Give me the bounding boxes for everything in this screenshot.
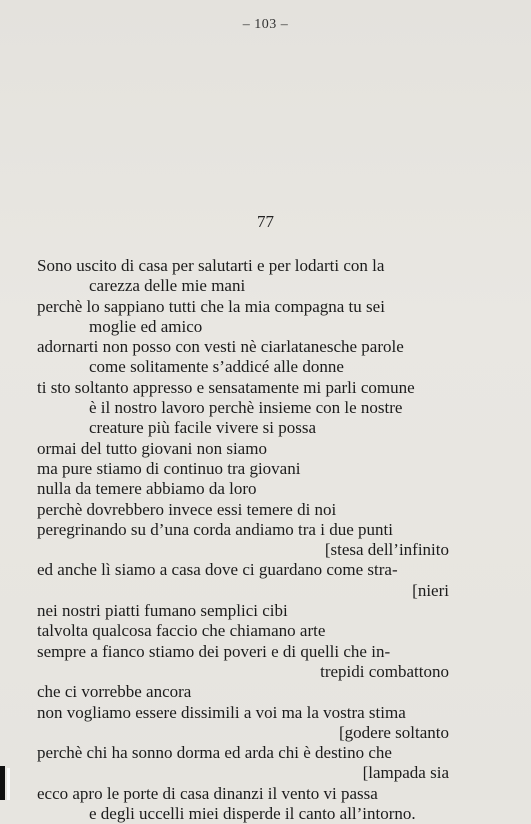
poem-number: 77 — [257, 212, 274, 231]
poem-line: [godere soltanto — [339, 722, 449, 742]
poem-line: nei nostri piatti fumano semplici cibi — [37, 601, 288, 621]
poem-line: talvolta qualcosa faccio che chiamano arte — [37, 621, 326, 641]
poem-line: come solitamente s’addicé alle donne — [89, 357, 344, 377]
poem-line: che ci vorrebbe ancora — [37, 682, 192, 702]
poem-line: perchè chi ha sonno dorma ed arda chi è destino che — [37, 743, 392, 763]
poem-line: adornarti non posso con vesti nè ciarlatanesche parole — [37, 337, 404, 357]
poem-line: ormai del tutto giovani non siamo — [37, 438, 267, 458]
poem-line: carezza delle mie mani — [89, 276, 246, 296]
poem-line: peregrinando su d’una corda andiamo tra i due punti — [37, 519, 393, 539]
poem-line: e degli uccelli miei disperde il canto all’intorno. — [89, 804, 416, 824]
poem-line: perchè dovrebbero invece essi temere di noi — [37, 499, 337, 519]
poem-line: ed anche lì siamo a casa dove ci guardano come stra- — [37, 560, 398, 580]
poem-line: ma pure stiamo di continuo tra giovani — [37, 458, 301, 478]
poem-line: creature più facile vivere si possa — [89, 418, 317, 438]
poem-line: [nieri — [412, 580, 449, 600]
poem-line: [stesa dell’infinito — [324, 540, 449, 560]
poem-line: moglie ed amico — [89, 316, 203, 336]
poem-line: è il nostro lavoro perchè insieme con le nostre — [89, 398, 403, 418]
poem-line: Sono uscito di casa per salutarti e per lodarti con la — [37, 256, 385, 275]
page-number: – 103 – — [242, 17, 289, 32]
poem-line: perchè lo sappiano tutti che la mia compagna tu sei — [37, 296, 385, 316]
poem-line: [lampada sia — [362, 763, 449, 783]
poem-line: non vogliamo essere dissimili a voi ma la vostra stima — [37, 702, 406, 722]
poem-line: nulla da temere abbiamo da loro — [37, 479, 257, 499]
poem-body — [37, 256, 449, 824]
scan-edge-mark — [0, 766, 5, 800]
poem-line: ecco apro le porte di casa dinanzi il vento vi passa — [37, 783, 378, 803]
poem-line: ti sto soltanto appresso e sensatamente mi parli comune — [37, 377, 415, 397]
poem-line: trepidi combattono — [320, 661, 449, 681]
poem-line: sempre a fianco stiamo dei poveri e di quelli che in- — [37, 641, 391, 661]
scan-edge-highlight — [7, 768, 10, 800]
